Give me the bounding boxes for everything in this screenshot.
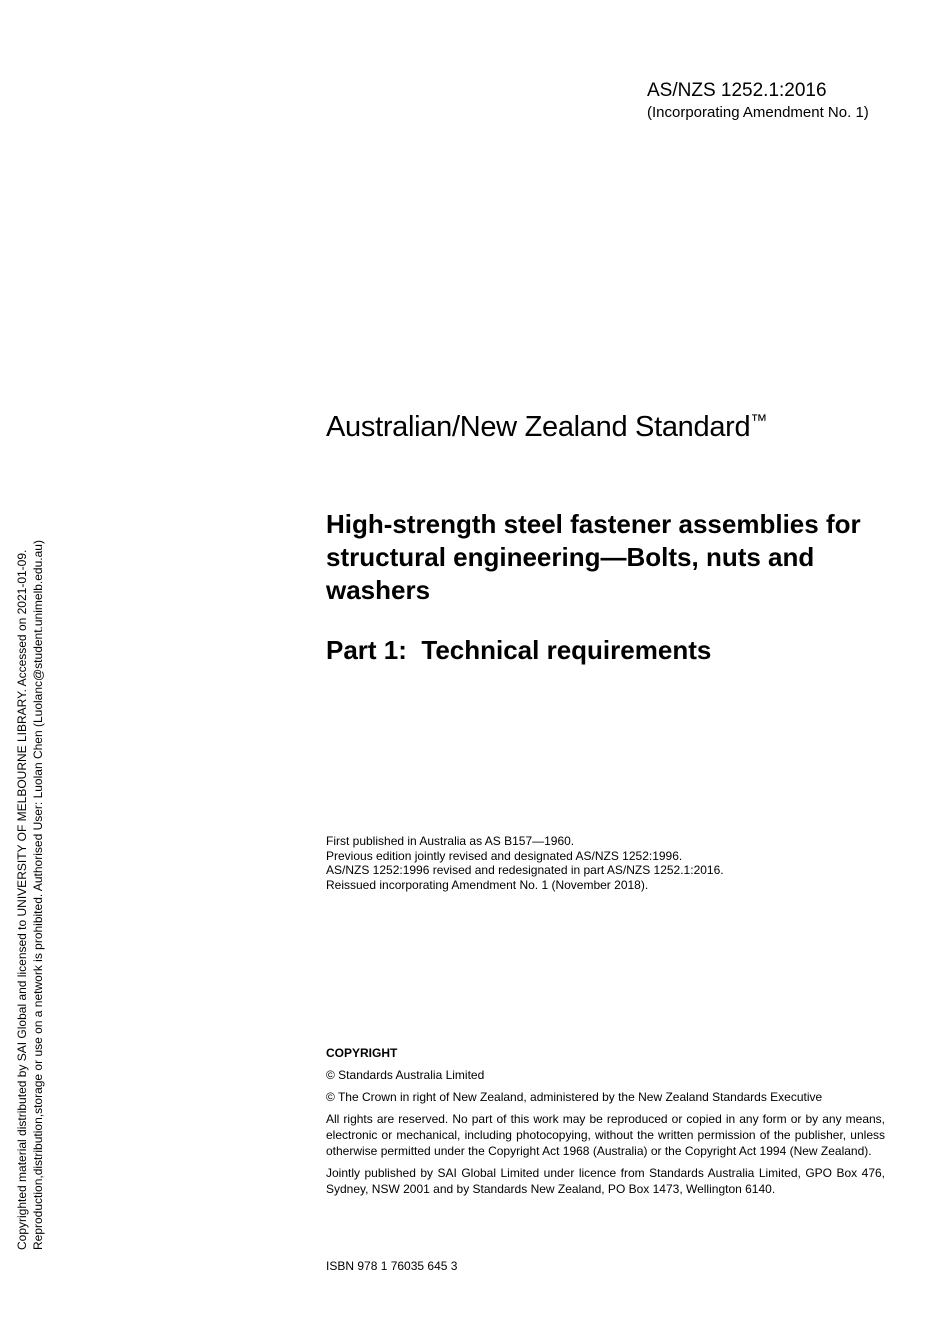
publisher-statement: Jointly published by SAI Global Limited under licence from Standards Australia Limited, GPO Box 476, Sydney, NSW 2001 and by Standards New Zealand, PO Box 1473, Wellington 6140. bbox=[326, 1166, 885, 1196]
history-line: Previous edition jointly revised and designated AS/NZS 1252:1996. bbox=[326, 848, 683, 863]
rights-statement: All rights are reserved. No part of this work may be reproduced or copied in any form or by any means, electronic or mechanical, including photocopying, without the written permission of the publisher, unless otherwise permitted under the Copyright Act 1968 (Australia) or the Copyright Act 1994 (New Zealand). bbox=[326, 1112, 885, 1158]
copyright-owner-new-zealand: © The Crown in right of New Zealand, administered by the New Zealand Standards Executive bbox=[326, 1090, 823, 1104]
licence-line-1: Copyrighted material distributed by SAI Global and licensed to UNIVERSITY OF MELBOURNE LIBRARY. Accessed on 2021-01-09. bbox=[15, 549, 29, 1250]
copyright-heading: COPYRIGHT bbox=[326, 1046, 398, 1060]
standard-type-heading bbox=[326, 403, 767, 445]
licence-line-2: Reproduction,distribution,storage or use on a network is prohibited. Authorised User: Luolan Chen (Luolanc@student.unimelb.edu.au) bbox=[31, 540, 45, 1250]
document-title: High-strength steel fastener assemblies for structural engineering—Bolts, nuts and washers bbox=[326, 509, 861, 605]
trademark-symbol: ™ bbox=[750, 411, 768, 430]
amendment-note: (Incorporating Amendment No. 1) bbox=[647, 104, 869, 121]
copyright-owner-standards-australia: © Standards Australia Limited bbox=[326, 1068, 485, 1082]
part-title: Part 1: Technical requirements bbox=[326, 635, 712, 665]
history-line: Reissued incorporating Amendment No. 1 (November 2018). bbox=[326, 877, 649, 892]
licence-watermark bbox=[14, 490, 46, 1250]
document-number: AS/NZS 1252.1:2016 bbox=[647, 80, 827, 101]
copyright-section bbox=[326, 1045, 885, 1203]
history-line: AS/NZS 1252:1996 revised and redesignated in part AS/NZS 1252.1:2016. bbox=[326, 863, 724, 877]
history-line: First published in Australia as AS B157—1960. bbox=[326, 834, 575, 848]
standard-type-text: Australian/New Zealand Standard bbox=[326, 411, 751, 443]
isbn-number: ISBN 978 1 76035 645 3 bbox=[326, 1259, 458, 1273]
publication-history bbox=[326, 834, 724, 892]
